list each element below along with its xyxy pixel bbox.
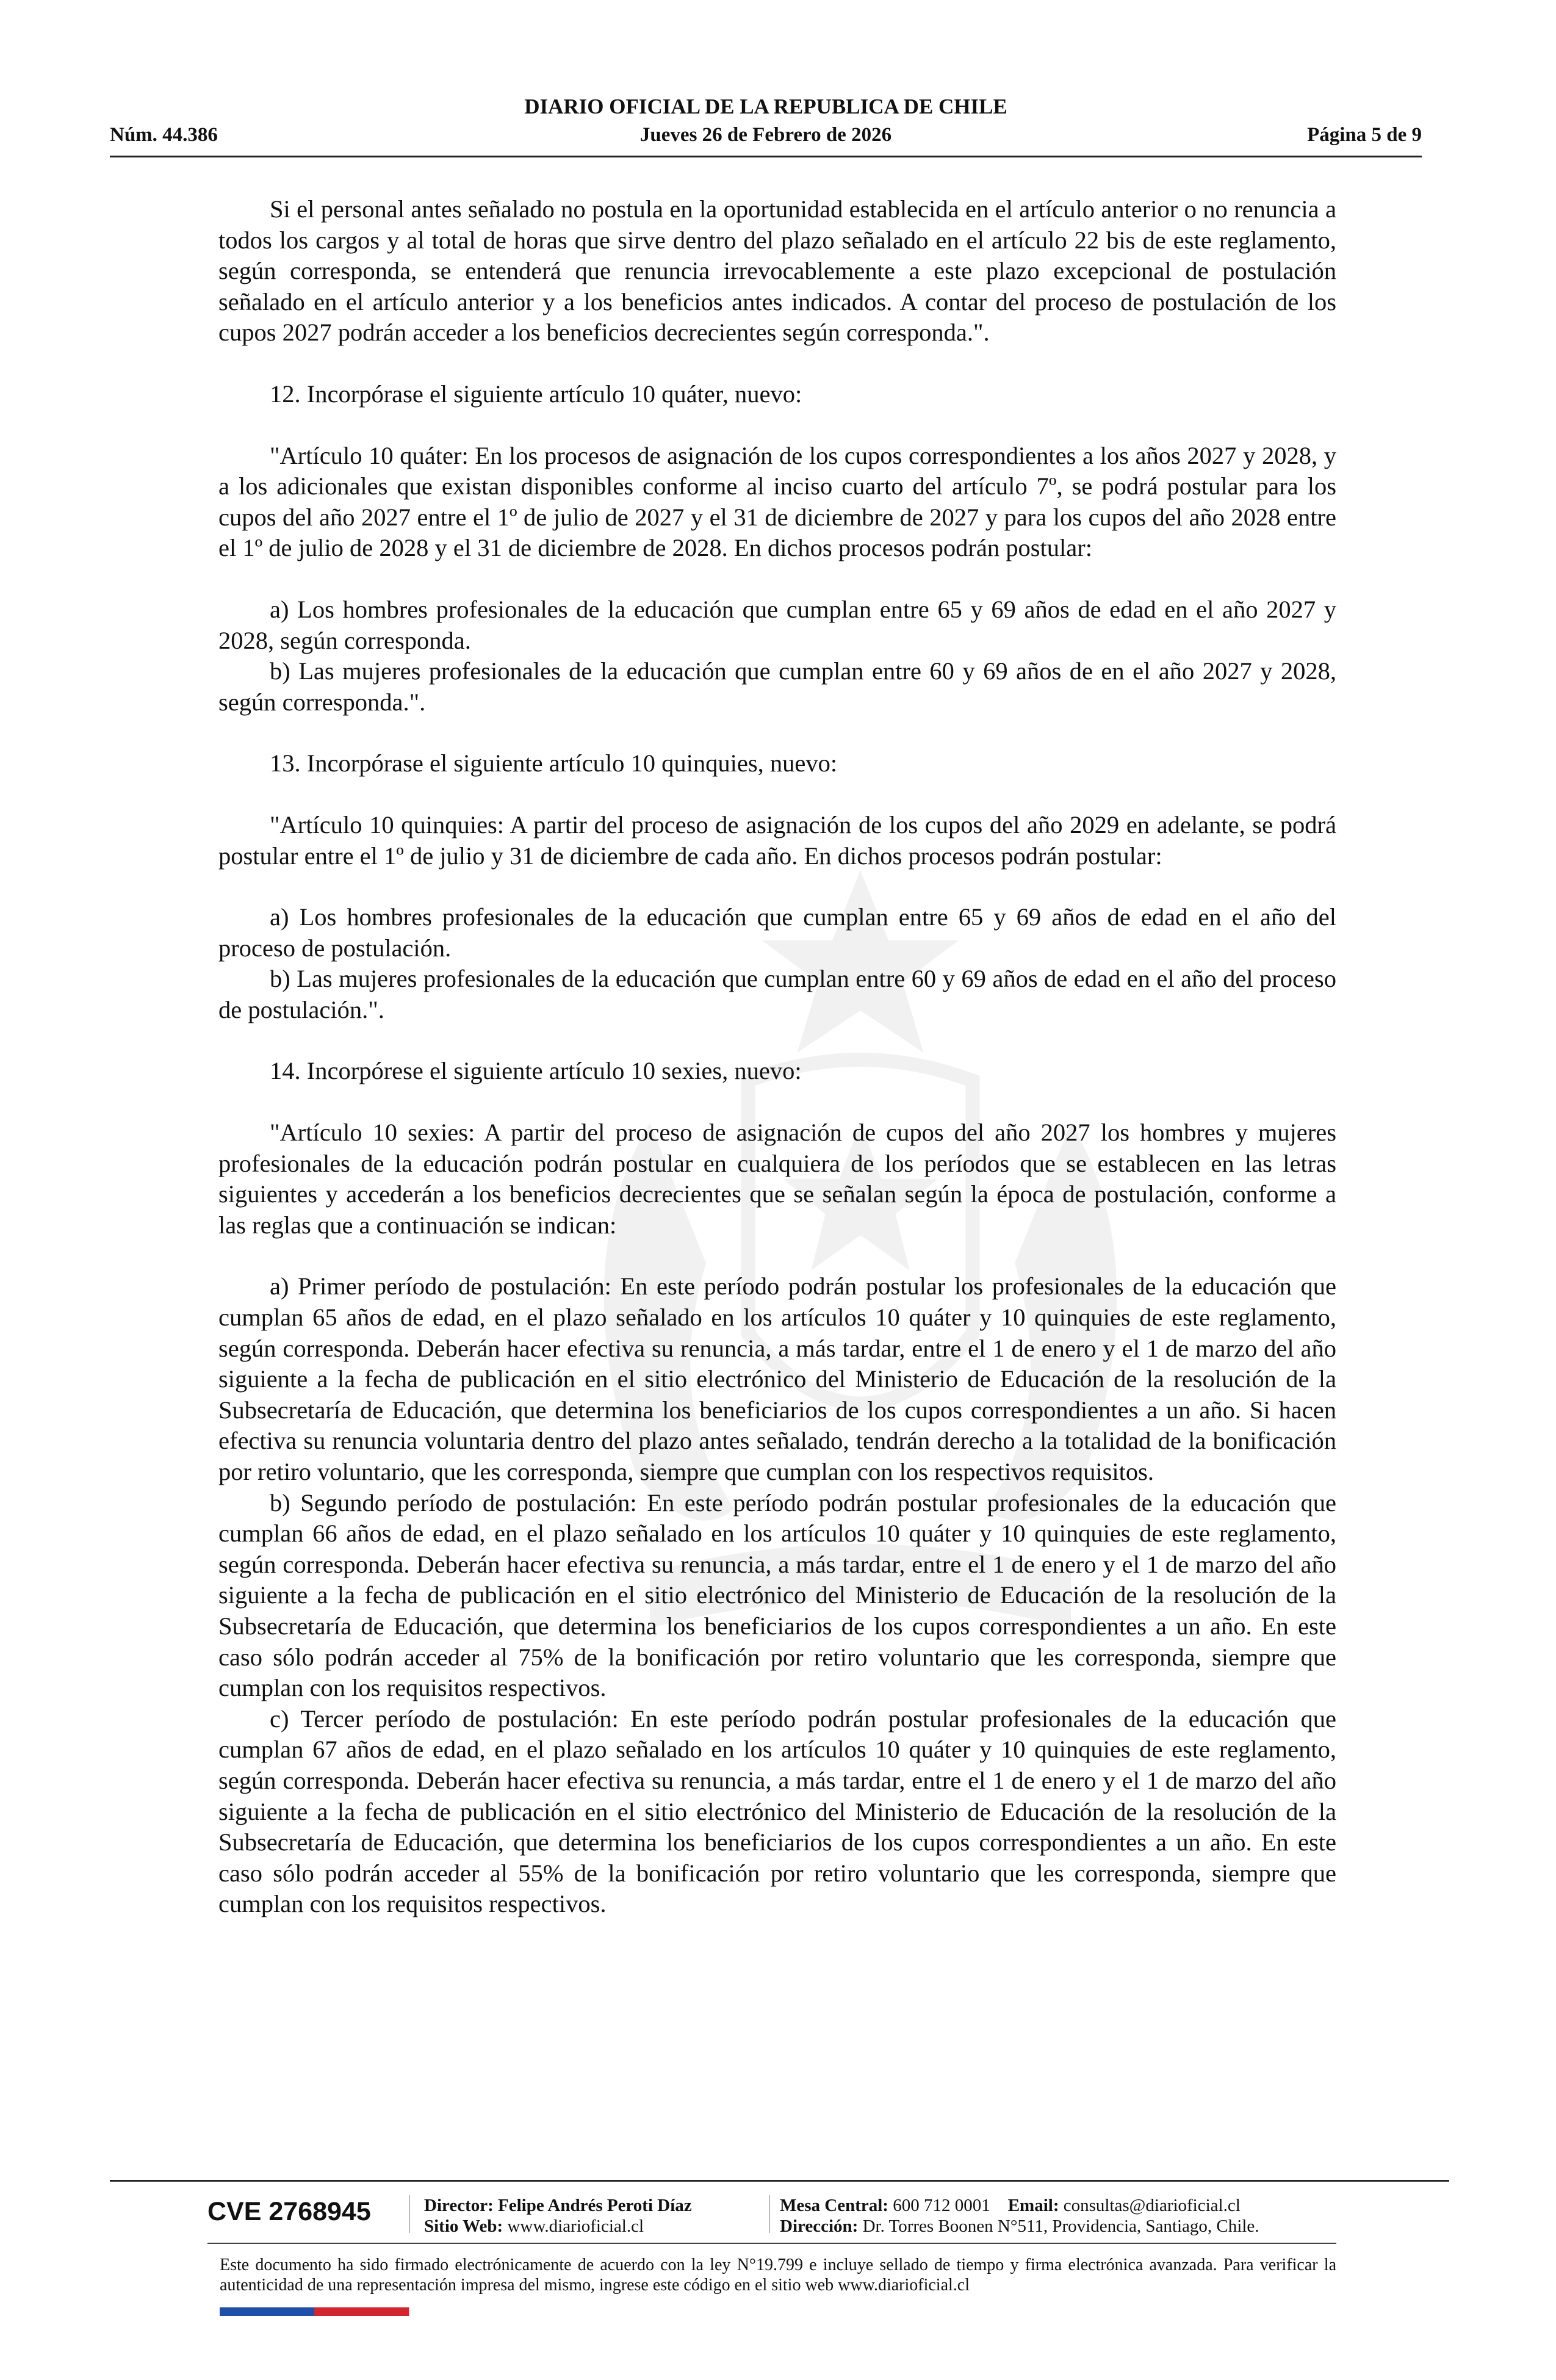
paragraph: "Artículo 10 quinquies: A partir del proceso de asignación de los cupos del año 2029 en adelante, se podrá postular entre el 1º de julio y 31 de diciembre de cada año. En dichos procesos podrán postular: [218,810,1336,870]
paragraph: 14. Incorpórese el siguiente artículo 10 sexies, nuevo: [270,1057,802,1085]
footer-divider-thin [207,2243,1336,2244]
site-link[interactable]: www.diarioficial.cl [507,2216,644,2236]
page-footer [110,2180,1449,2316]
footer-separator [769,2195,770,2233]
paragraph: "Artículo 10 sexies: A partir del proceso de asignación de cupos del año 2027 los hombres y mujeres profesionales de la educación podrán postular en cualquiera de los períodos que se establecen en las letras siguientes y accederán a los beneficios decrecientes que se señalan según la época de postulación, conforme a las reglas que a continuación se indican: [218,1119,1336,1239]
issue-date: Jueves 26 de Febrero de 2026 [639,124,892,146]
flag-color-bar [220,2307,409,2316]
email-label: Email: [1007,2196,1059,2215]
paragraph: 12. Incorpórase el siguiente artículo 10 quáter, nuevo: [270,380,802,408]
paragraph: a) Los hombres profesionales de la educación que cumplan entre 65 y 69 años de edad en el año del proceso de postulación. [218,903,1336,962]
footer-info [110,2182,1449,2243]
paragraph: b) Las mujeres profesionales de la educación que cumplan entre 60 y 69 años de en el año 2027 y 2028, según corresponda.". [218,657,1336,716]
paragraph: 13. Incorpórase el siguiente artículo 10 quinquies, nuevo: [270,749,838,777]
paragraph: b) Las mujeres profesionales de la educación que cumplan entre 60 y 69 años de edad en el año del proceso de postulación.". [218,965,1336,1023]
cve-code: CVE 2768945 [207,2197,371,2226]
director-label: Director: [424,2196,494,2215]
email-link[interactable]: consultas@diarioficial.cl [1063,2196,1241,2215]
footer-contact-block [780,2195,1259,2237]
page-header [110,95,1422,157]
issue-number: Núm. 44.386 [110,124,218,146]
director-name: Felipe Andrés Peroti Díaz [498,2196,692,2215]
site-label: Sitio Web: [424,2216,503,2236]
publication-title: DIARIO OFICIAL DE LA REPUBLICA DE CHILE [524,95,1007,118]
footer-director-block [424,2195,692,2237]
paragraph: a) Los hombres profesionales de la educación que cumplan entre 65 y 69 años de edad en el año 2027 y 2028, según corresponda. [218,595,1336,654]
address-text: Dr. Torres Boonen N°511, Providencia, Santiago, Chile. [862,2216,1259,2236]
paragraph: b) Segundo período de postulación: En este período podrán postular profesionales de la educación que cumplan 66 años de edad, en el plazo señalado en los artículos 10 quáter y 10 quinquies de este reglamento, según corresponda. Deberán hacer efectiva su renuncia, a más tardar, entre el 1 de enero y el 1 de marzo del año siguiente a la fecha de publicación en el sitio electrónico del Ministerio de Educación de la resolución de la Subsecretaría de Educación, que determina los beneficiarios de los cupos correspondientes a un año. En este caso sólo podrán acceder al 75% de la bonificación por retiro voluntario que les corresponda, siempre que cumplan con los requisitos respectivos. [218,1488,1336,1702]
paragraph: a) Primer período de postulación: En este período podrán postular los profesionales de la educación que cumplan 65 años de edad, en el plazo señalado en los artículos 10 quáter y 10 quinquies de este reglamento, según corresponda. Deberán hacer efectiva su renuncia, a más tardar, entre el 1 de enero y el 1 de marzo del año siguiente a la fecha de publicación en el sitio electrónico del Ministerio de Educación de la resolución de la Subsecretaría de Educación, que determina los beneficiarios de los cupos correspondientes a un año. Si hacen efectiva su renuncia voluntaria dentro del plazo antes señalado, tendrán derecho a la totalidad de la bonificación por retiro voluntario, que les corresponda, siempre que cumplan con los respectivos requisitos. [218,1272,1336,1485]
mesa-label: Mesa Central: [780,2196,888,2215]
document-body [218,194,1336,1920]
legal-notice: Este documento ha sido firmado electrónicamente de acuerdo con la ley N°19.799 e incluye sellado de tiempo y firma electrónica avanzada. Para verificar la autenticidad de una representación impresa del mismo, ingrese este código en el sitio web www.diarioficial.cl [220,2256,1336,2295]
footer-separator [409,2195,410,2233]
flag-red-segment [314,2307,409,2316]
paragraph: "Artículo 10 quáter: En los procesos de asignación de los cupos correspondientes a los años 2027 y 2028, y a los adicionales que existan disponibles conforme al inciso cuarto del artículo 7º, se podrá postular para los cupos del año 2027 entre el 1º de julio de 2027 y el 31 de diciembre de 2027 y para los cupos del año 2028 entre el 1º de julio de 2028 y el 31 de diciembre de 2028. En dichos procesos podrán postular: [218,441,1336,562]
page-number: Página 5 de 9 [1307,124,1422,146]
paragraph: Si el personal antes señalado no postula en la oportunidad establecida en el artículo anterior o no renuncia a todos los cargos y al total de horas que sirve dentro del plazo señalado en el artículo 22 bis de este reglamento, según corresponda, se entenderá que renuncia irrevocablemente a este plazo excepcional de postulación señalado en el artículo anterior y a los beneficios antes indicados. A contar del proceso de postulación de los cupos 2027 podrán acceder a los beneficios decrecientes según corresponda.". [218,195,1336,347]
address-label: Dirección: [780,2216,859,2236]
mesa-phone: 600 712 0001 [893,2196,990,2215]
paragraph: c) Tercer período de postulación: En este período podrán postular profesionales de la educación que cumplan 67 años de edad, en el plazo señalado en los artículos 10 quáter y 10 quinquies de este reglamento, según corresponda. Deberán hacer efectiva su renuncia, a más tardar, entre el 1 de enero y el 1 de marzo del año siguiente a la fecha de publicación en el sitio electrónico del Ministerio de Educación de la resolución de la Subsecretaría de Educación, que determina los beneficiarios de los cupos correspondientes a un año. En este caso sólo podrán acceder al 55% de la bonificación por retiro voluntario que les corresponda, siempre que cumplan con los requisitos respectivos. [218,1704,1336,1918]
flag-blue-segment [220,2307,314,2316]
